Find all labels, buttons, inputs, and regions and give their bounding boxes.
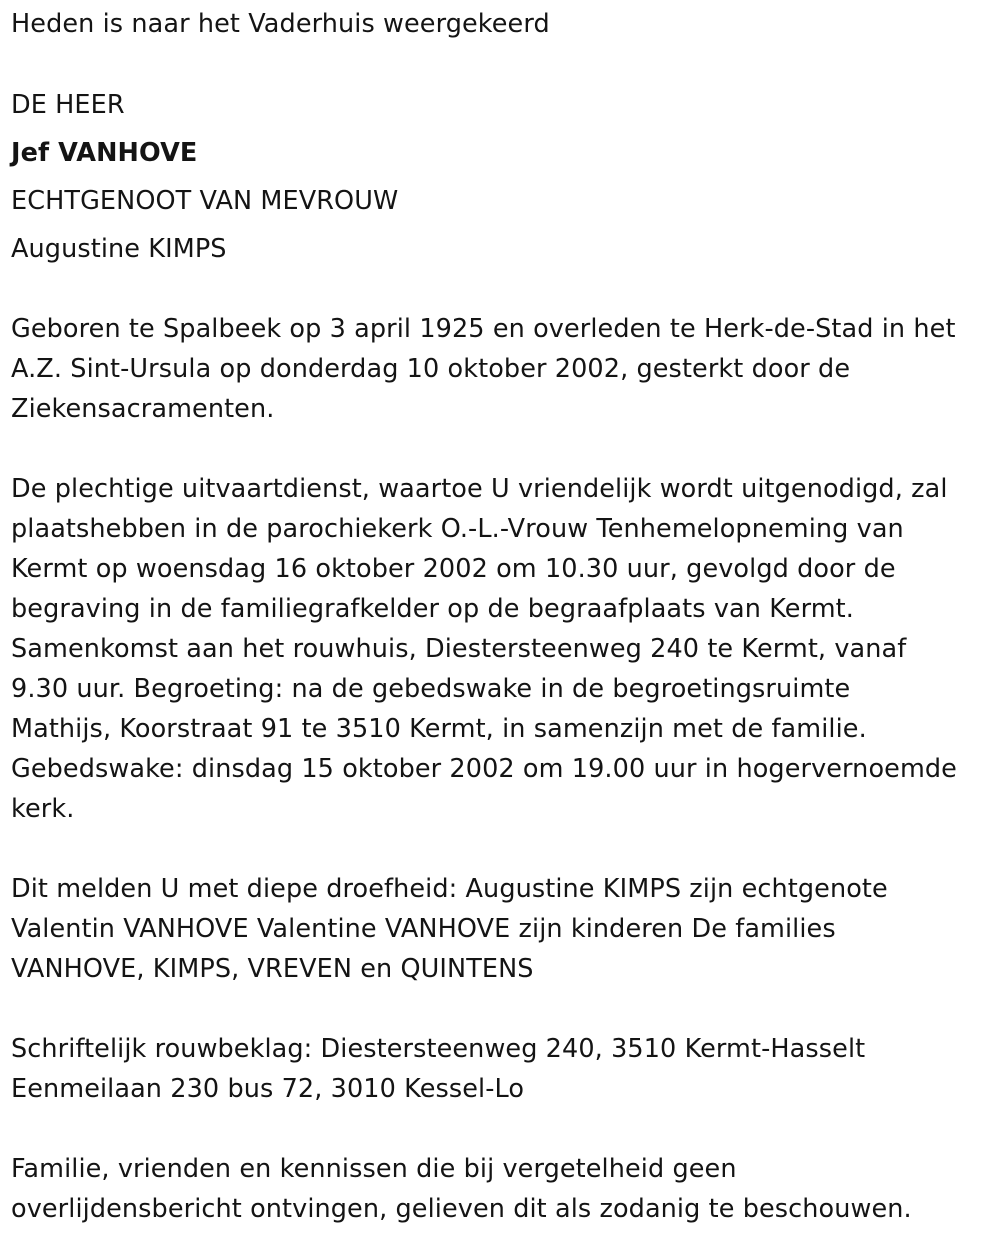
closing-line: Familie, vrienden en kennissen die bij vergetelheid geen — [11, 1154, 737, 1184]
funeral-line: Samenkomst aan het rouwhuis, Diestersteenweg 240 te Kermt, vanaf — [11, 634, 907, 664]
funeral-line: Kermt op woensdag 16 oktober 2002 om 10.30 uur, gevolgd door de — [11, 554, 896, 584]
birth-death-line: Geboren te Spalbeek op 3 april 1925 en overleden te Herk-de-Stad in het — [11, 314, 956, 344]
funeral-line: plaatshebben in de parochiekerk O.-L.-Vrouw Tenhemelopneming van — [11, 514, 904, 544]
intro-text: Heden is naar het Vaderhuis weergekeerd — [11, 9, 550, 39]
family-line: Dit melden U met diepe droefheid: Augustine KIMPS zijn echtgenote — [11, 874, 888, 904]
spouse-name: Augustine KIMPS — [11, 234, 227, 264]
funeral-line: 9.30 uur. Begroeting: na de gebedswake in de begroetingsruimte — [11, 674, 851, 704]
birth-death-line: A.Z. Sint-Ursula op donderdag 10 oktober 2002, gesterkt door de — [11, 354, 851, 384]
funeral-line: begraving in de familiegrafkelder op de begraafplaats van Kermt. — [11, 594, 854, 624]
funeral-line: De plechtige uitvaartdienst, waartoe U vriendelijk wordt uitgenodigd, zal — [11, 474, 948, 504]
funeral-line: Mathijs, Koorstraat 91 te 3510 Kermt, in samenzijn met de familie. — [11, 714, 867, 744]
condolence-line: Eenmeilaan 230 bus 72, 3010 Kessel-Lo — [11, 1074, 525, 1104]
family-line: VANHOVE, KIMPS, VREVEN en QUINTENS — [11, 954, 534, 984]
condolence-line: Schriftelijk rouwbeklag: Diestersteenweg 240, 3510 Kermt-Hasselt — [11, 1034, 866, 1064]
closing-line: overlijdensbericht ontvingen, gelieven dit als zodanig te beschouwen. — [11, 1194, 912, 1224]
funeral-line: Gebedswake: dinsdag 15 oktober 2002 om 19.00 uur in hogervernoemde — [11, 754, 957, 784]
family-line: Valentin VANHOVE Valentine VANHOVE zijn kinderen De families — [11, 914, 836, 944]
honorific-title: DE HEER — [11, 90, 125, 120]
birth-death-line: Ziekensacramenten. — [11, 394, 275, 424]
funeral-line: kerk. — [11, 794, 75, 824]
deceased-name: Jef VANHOVE — [11, 138, 198, 168]
relation-text: ECHTGENOOT VAN MEVROUW — [11, 186, 399, 216]
